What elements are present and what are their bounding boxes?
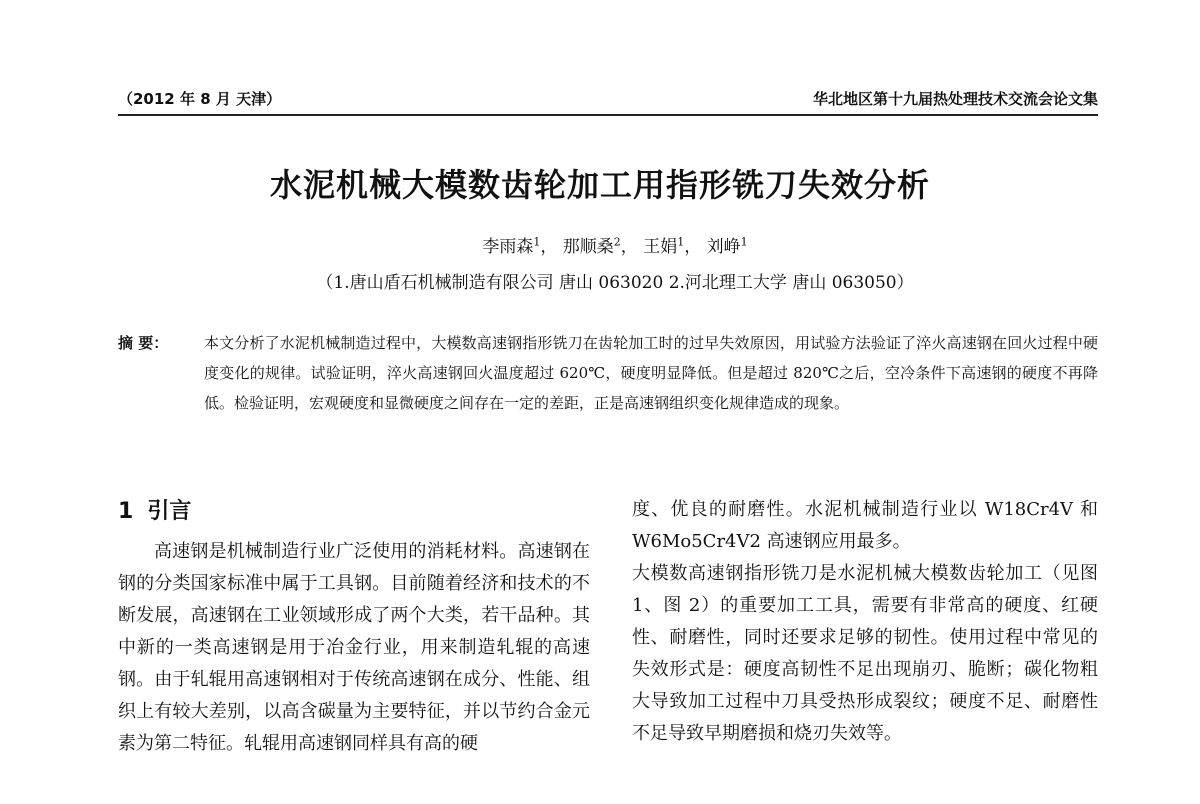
- left-column: [118, 494, 590, 760]
- author-list: [0, 232, 1200, 257]
- author-separator: ，: [620, 237, 638, 257]
- running-header: [118, 84, 1098, 116]
- author-affiliation-mark: 1: [533, 235, 541, 249]
- author-separator: ，: [684, 237, 702, 257]
- author-name: 王娟: [643, 237, 678, 257]
- author-name: 那顺桑: [562, 237, 614, 257]
- author-affiliation-mark: 1: [677, 235, 685, 249]
- abstract-text: 本文分析了水泥机械制造过程中，大模数高速钢指形铣刀在齿轮加工时的过早失效原因，用试验方法验证了淬火高速钢在回火过程中硬度变化的规律。试验证明，淬火高速钢回火温度超过 620℃，硬度明显降低。但是超过 820℃之后，空冷条件下高速钢的硬度不再降低。检验证明，宏观硬度和显微硬度之间存在一定的差距，正是高速钢组织变化规律造成的现象。: [204, 334, 1098, 412]
- section-heading: [118, 494, 590, 530]
- body-paragraph: 高速钢是机械制造行业广泛使用的消耗材料。高速钢在钢的分类国家标准中属于工具钢。目前随着经济和技术的不断发展，高速钢在工业领域形成了两个大类，若干品种。其中新的一类高速钢是用于冶金行业，用来制造轧辊的高速钢。由于轧辊用高速钢相对于传统高速钢在成分、性能、组织上有较大差别，以高含碳量为主要特征，并以节约合金元素为第二特征。轧辊用高速钢同样具有高的硬: [118, 541, 590, 754]
- affiliations: （1.唐山盾石机械制造有限公司 唐山 063020 2.河北理工大学 唐山 063050）: [316, 273, 914, 293]
- section-title: 引言: [147, 499, 192, 524]
- header-date-location: （2012 年 8 月 天津）: [118, 90, 282, 108]
- abstract-label: 摘 要：: [118, 334, 169, 352]
- right-column: [632, 494, 1098, 750]
- body-paragraph: 大模数高速钢指形铣刀是水泥机械大模数齿轮加工（见图 1、图 2）的重要加工工具，需要有非常高的硬度、红硬性、耐磨性，同时还要求足够的韧性。使用过程中常见的失效形式是：硬度高韧性不足出现崩刃、脆断；碳化物粗大导致加工过程中刀具受热形成裂纹；硬度不足、耐磨性不足导致早期磨损和烧刃失效等。: [632, 563, 1098, 744]
- abstract: [118, 328, 1098, 468]
- header-proceedings-title: 华北地区第十九届热处理技术交流会论文集: [812, 90, 1098, 108]
- author-separator: ，: [540, 237, 558, 257]
- author-affiliation-mark: 1: [740, 235, 748, 249]
- section-number: 1: [118, 499, 134, 524]
- body-paragraph: 度、优良的耐磨性。水泥机械制造行业以 W18Cr4V 和 W6Mo5Cr4V2 高速钢应用最多。: [632, 499, 1098, 552]
- author-name: 刘峥: [706, 237, 741, 257]
- paper-title: 水泥机械大模数齿轮加工用指形铣刀失效分析: [269, 166, 930, 204]
- author-name: 李雨森: [482, 237, 534, 257]
- author-affiliation-mark: 2: [613, 235, 621, 249]
